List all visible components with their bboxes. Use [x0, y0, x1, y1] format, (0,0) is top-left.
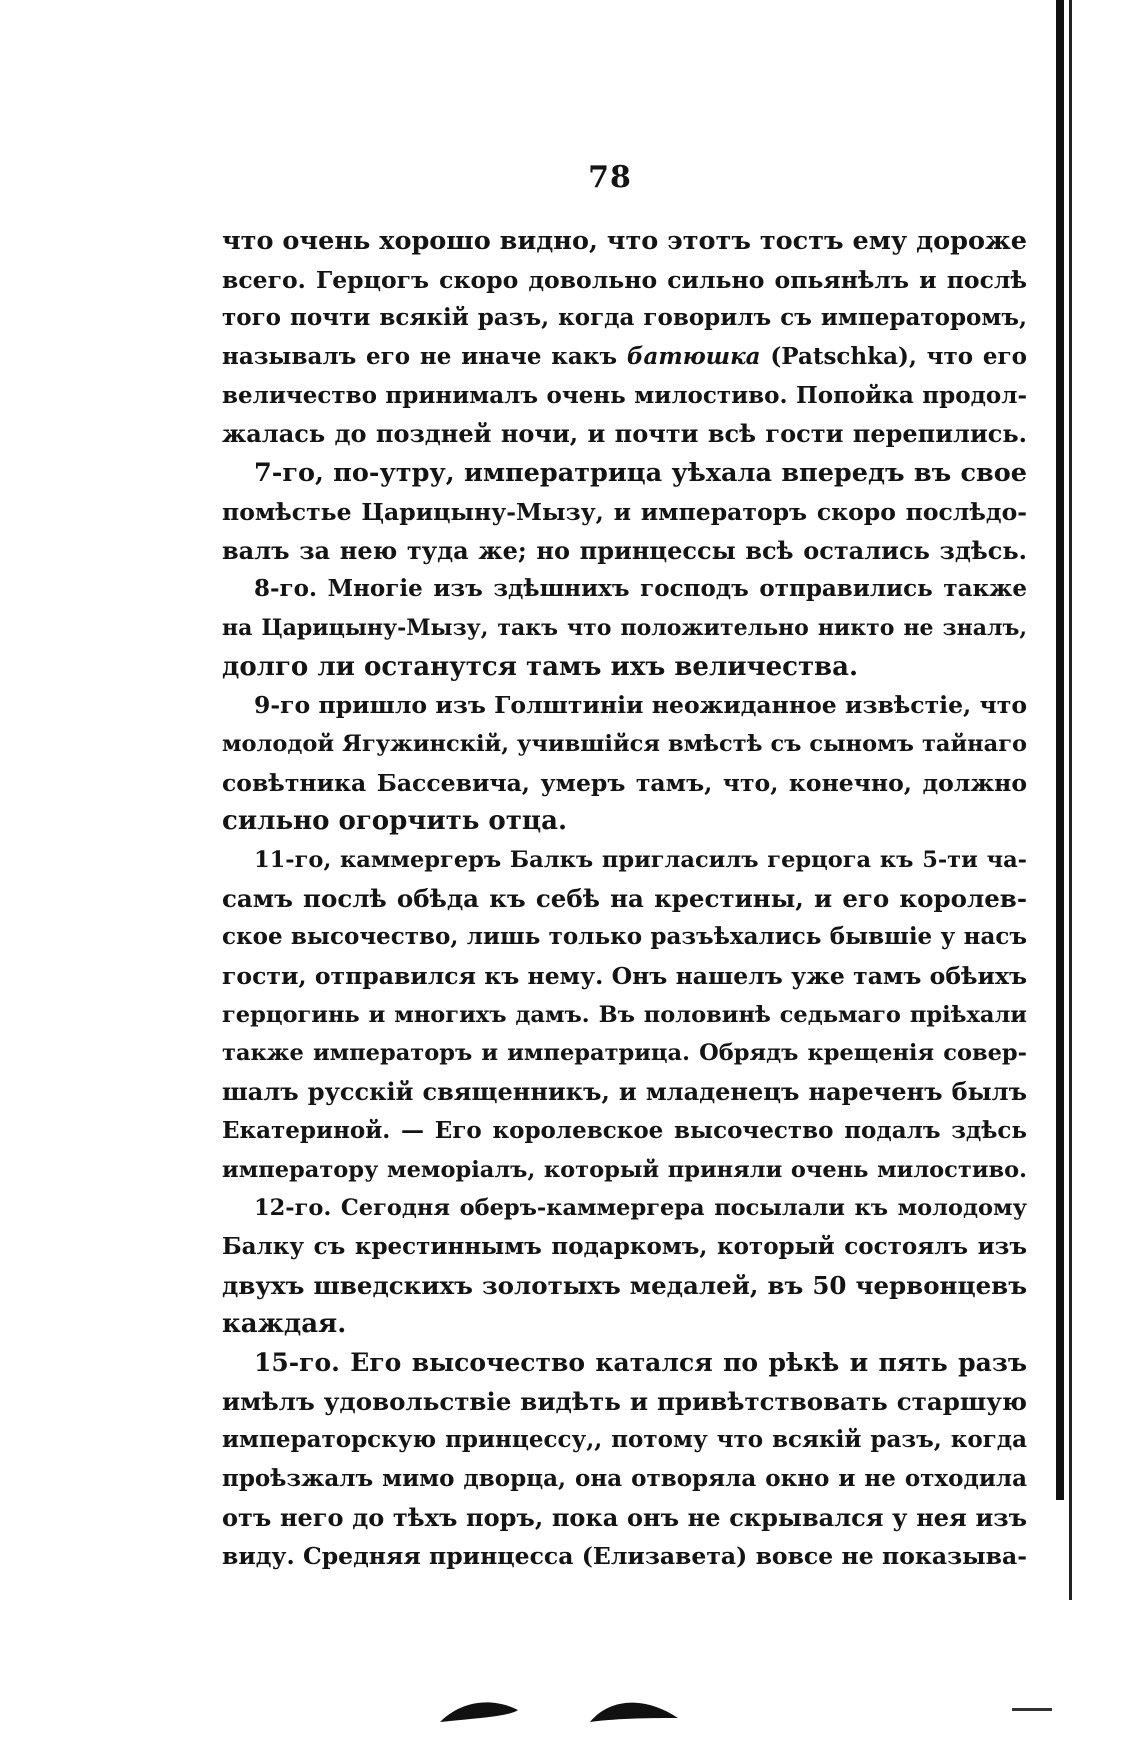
text-line: ское высочество, лишь только разъѣхались бывшіе у насъ — [222, 923, 1027, 951]
text-line: гости, отправился къ нему. Онъ нашелъ уже тамъ обѣихъ — [222, 962, 1027, 991]
text-line: совѣтника Бассевича, умеръ тамъ, что, конечно, должно — [222, 768, 1027, 797]
ornament-left-wing — [440, 1702, 518, 1722]
text-line: долго ли останутся тамъ ихъ величества. — [222, 651, 859, 682]
text-line: виду. Средняя принцесса (Елизавета) вовсе не показыва- — [222, 1542, 1027, 1571]
text-line: 15-го. Его высочество катался по рѣкѣ и пять разъ — [254, 1347, 1027, 1377]
text-line: шалъ русскій священникъ, и младенецъ нареченъ былъ — [222, 1077, 1027, 1107]
binding-edge — [1056, 0, 1064, 1500]
text-line: императору меморіалъ, который приняли очень милостиво. — [222, 1156, 1027, 1183]
text-line: всего. Герцогъ скоро довольно сильно опьянѣлъ и послѣ — [222, 265, 1027, 294]
ornament-right-wing — [590, 1703, 678, 1722]
text-line — [222, 338, 1027, 377]
text-line: императорскую принцессу,, потому что всякій разъ, когда — [222, 1426, 1027, 1454]
text-line: 9-го пришло изъ Голштиніи неожиданное извѣстіе, что — [254, 691, 1027, 720]
text-line: проѣзжалъ мимо дворца, она отворяла окно и не отходила — [222, 1465, 1027, 1492]
text-line: на Царицыну-Мызу, такъ что положительно никто не зналъ, — [222, 614, 1027, 641]
text-line: того почти всякій разъ, когда говорилъ съ императоромъ, — [222, 304, 1027, 332]
body-text — [222, 222, 1027, 1576]
binding-edge-shadow — [1069, 0, 1072, 1600]
text-line: самъ послѣ обѣда къ себѣ на крестины, и его королев- — [222, 883, 1027, 913]
text-line: 11-го, каммергеръ Балкъ пригласилъ герцога къ 5-ти ча- — [254, 847, 1027, 873]
text-line: что очень хорошо видно, что этотъ тостъ ему дороже — [222, 226, 1027, 256]
text-line: 7-го, по-утру, императрица уѣхала впередъ въ свое — [254, 458, 1027, 489]
text-line: помѣстье Царицыну-Мызу, и императоръ скоро послѣдо- — [222, 497, 1027, 526]
ornament-flourish — [440, 1688, 680, 1728]
text-line: 8-го. Многіе изъ здѣшнихъ господъ отправились также — [254, 575, 1027, 603]
text-line: имѣлъ удовольствіе видѣть и привѣтствовать старшую — [222, 1386, 1027, 1416]
text-line: также императоръ и императрица. Обрядъ крещенія совер- — [222, 1040, 1027, 1067]
text-line: Екатериной. — Его королевское высочество подалъ здѣсь — [222, 1116, 1027, 1144]
text-line: герцогинь и многихъ дамъ. Въ половинѣ седьмаго пріѣхали — [222, 1001, 1027, 1028]
text-line: жалась до поздней ночи, и почти всѣ гости перепились. — [222, 419, 1027, 449]
text-segment: (Patschka), что его — [760, 343, 1027, 371]
text-line: величество принималъ очень милостиво. Попойка продол- — [222, 381, 1027, 409]
text-line: молодой Ягужинскій, учившійся вмѣстѣ съ сыномъ тайнаго — [222, 730, 1027, 757]
italic-word: батюшка — [626, 343, 761, 371]
page-number: 78 — [588, 160, 632, 195]
text-line: валъ за нею туда же; но принцессы всѣ остались здѣсь. — [222, 535, 1027, 565]
text-line: каждая. — [222, 1309, 347, 1340]
text-line: 12-го. Сегодня оберъ-каммергера посылали къ молодому — [254, 1195, 1027, 1222]
text-segment: называлъ его не иначе какъ — [222, 343, 627, 371]
text-line: отъ него до тѣхъ поръ, пока онъ не скрывался у нея изъ — [222, 1502, 1027, 1532]
text-line: двухъ шведскихъ золотыхъ медалей, въ 50 червонцевъ — [222, 1270, 1027, 1300]
text-line: сильно огорчить отца. — [222, 806, 567, 837]
margin-mark — [1012, 1708, 1052, 1711]
text-line: Балку съ крестиннымъ подаркомъ, который состоялъ изъ — [222, 1232, 1027, 1260]
